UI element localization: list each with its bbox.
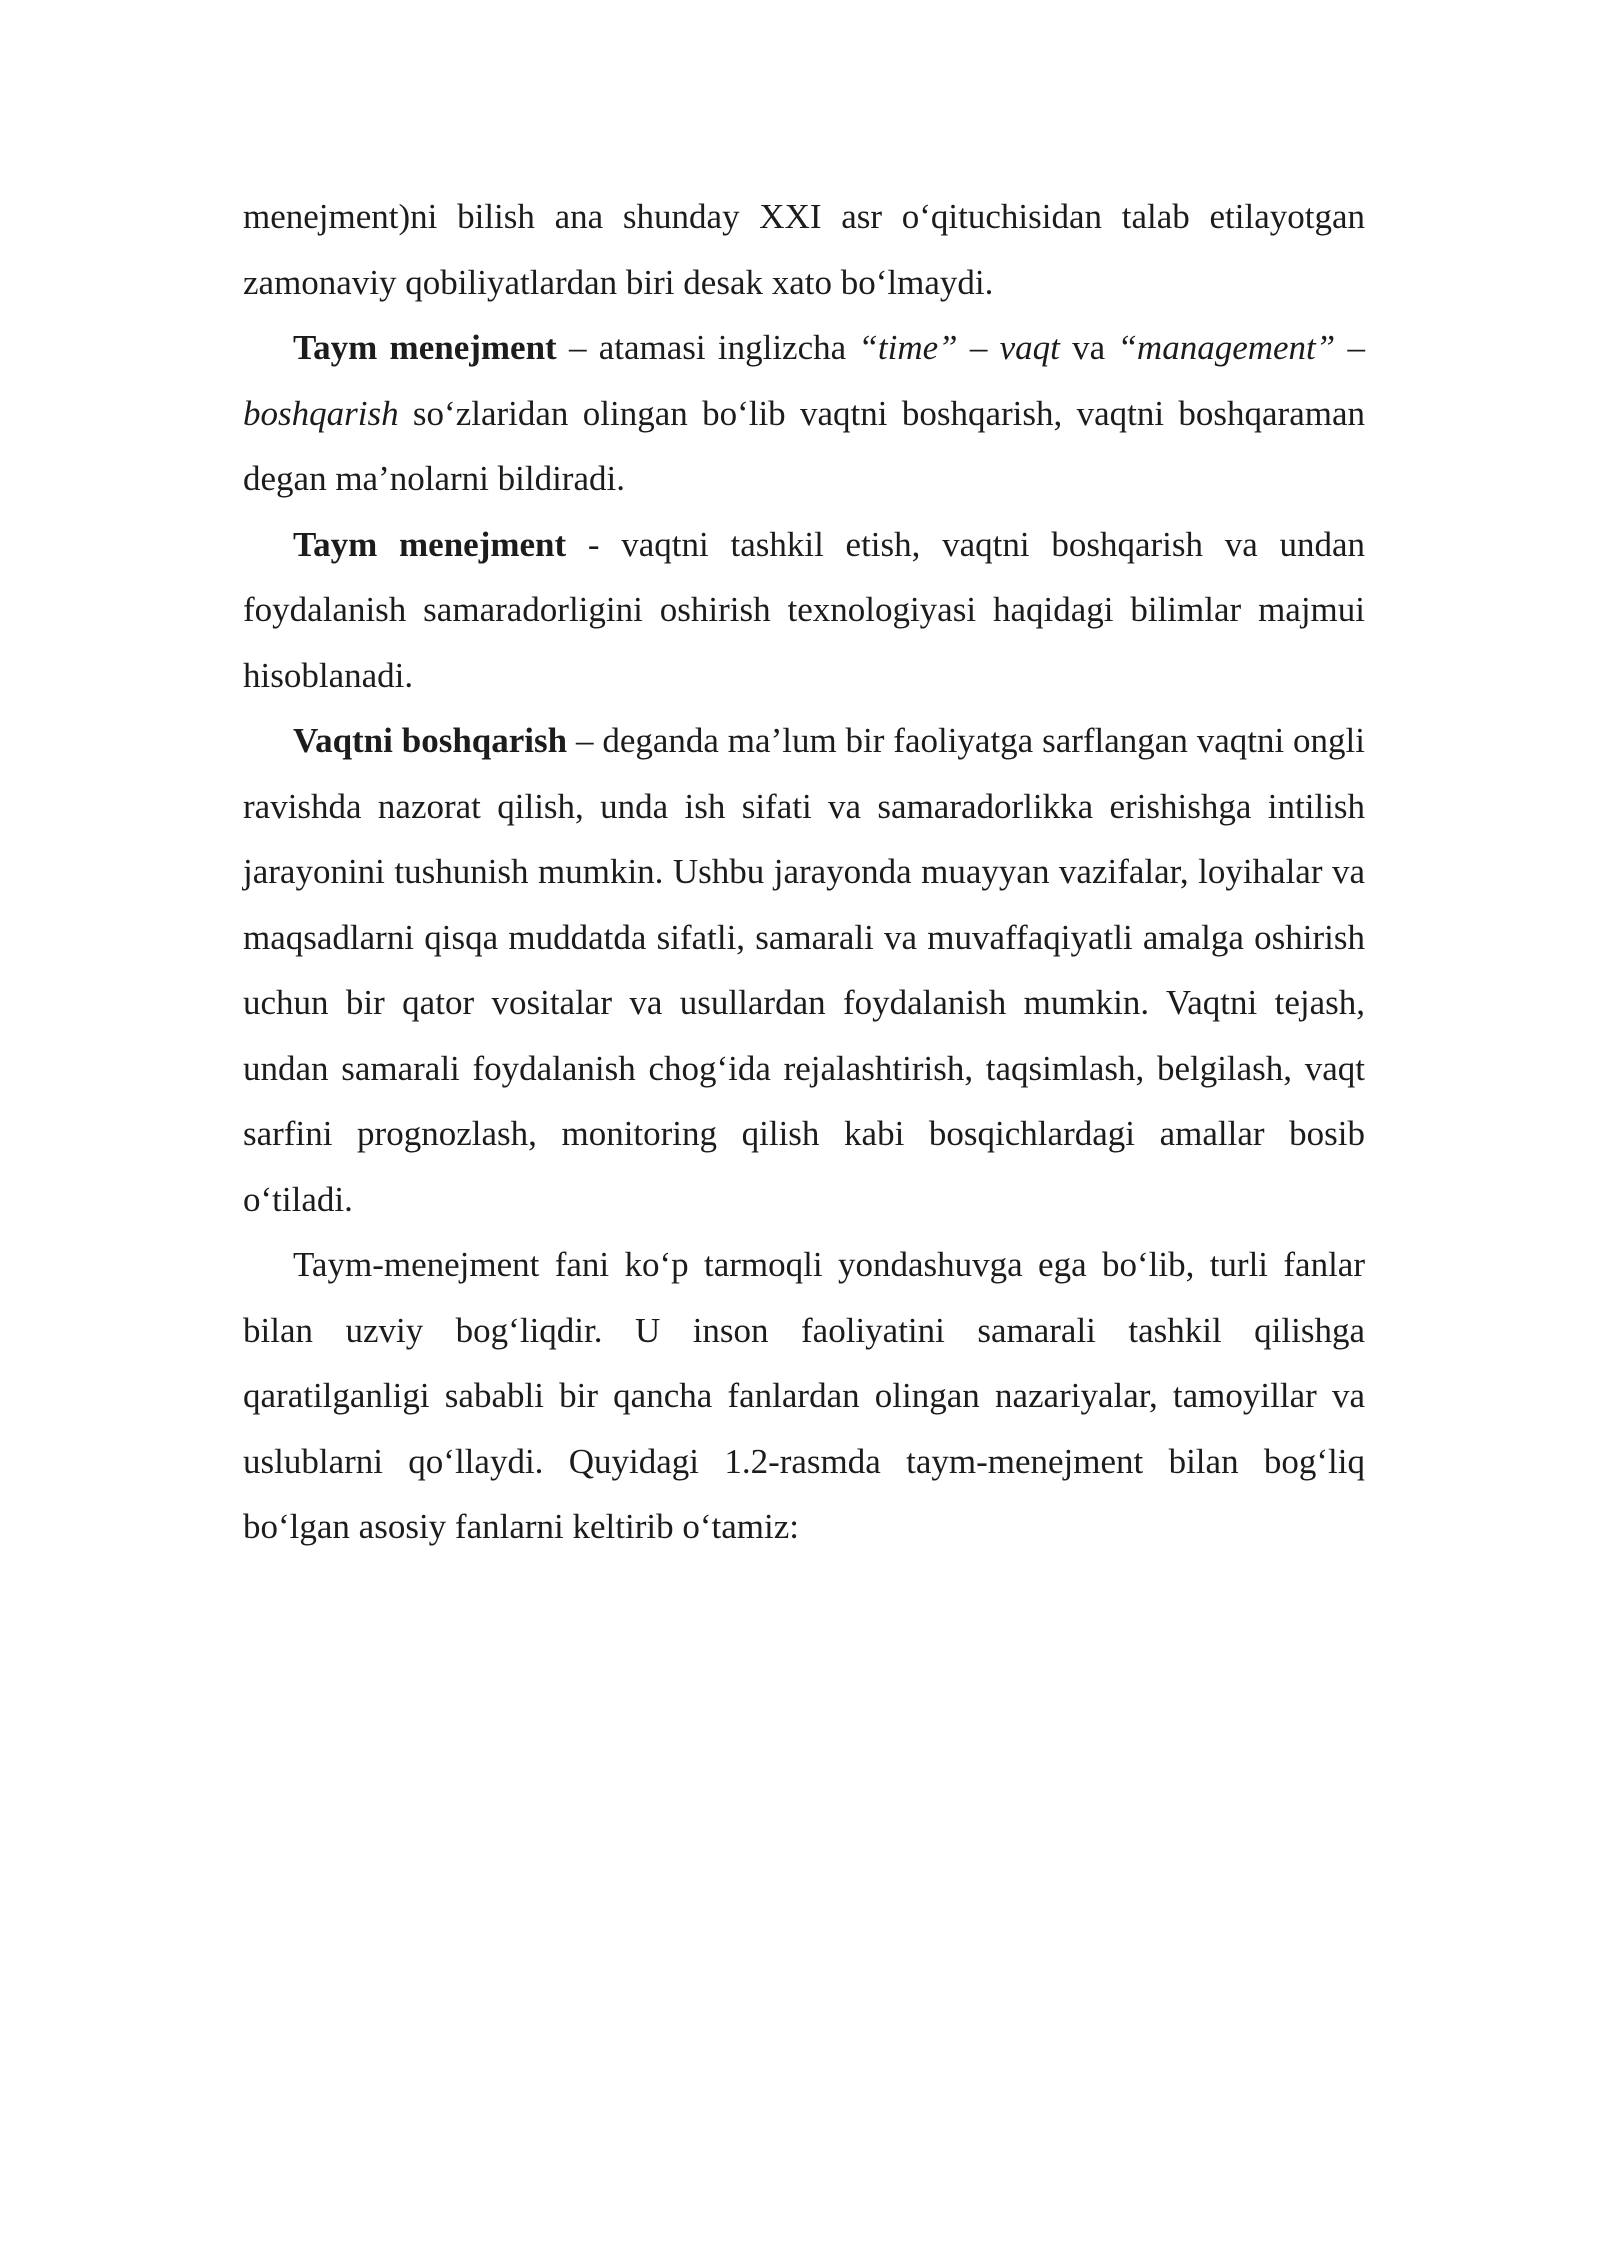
text-segment: - vaqtni tashkil etish, vaqtni boshqarish va undan foydalanish samaradorligini oshirish texnologiyasi haqidagi bilimlar majmui hisoblanadi. (243, 524, 1365, 695)
body-text (243, 184, 1365, 1560)
text-segment: so‘zlaridan olingan bo‘lib vaqtni boshqarish, vaqtni boshqaraman degan ma’nolarni bildiradi. (243, 393, 1365, 498)
paragraph-intro-continuation: menejment)ni bilish ana shunday XXI asr o‘qituchisidan talab etilayotgan zamonaviy qobiliyatlardan biri desak xato bo‘lmaydi. (243, 197, 1365, 302)
text-segment: – (957, 328, 1000, 367)
text-segment: – atamasi inglizcha (556, 328, 859, 367)
english-word-management: “management” (1117, 328, 1336, 367)
text-segment: – deganda ma’lum bir faoliyatga sarflangan vaqtni ongli ravishda nazorat qilish, unda ish sifati va samaradorlikka erishishga intilish jarayonini tushunish mumkin. Ushbu jarayonda muayyan vazifalar, loyihalar va maqsadlarni qisqa muddatda sifatli, samarali va muvaffaqiyatli amalga oshirish uchun bir qator vositalar va usullardan foydalanish mumkin. Vaqtni tejash, undan samarali foydalanish chog‘ida rejalashtirish, taqsimlash, belgilash, vaqt sarfini prognozlash, monitoring qilish kabi bosqichlardagi amallar bosib o‘tiladi. (243, 721, 1366, 1219)
paragraph-term-definition (243, 315, 1365, 512)
term-taym-menejment: Taym menejment (293, 524, 567, 564)
paragraph-interdisciplinary: Taym-menejment fani ko‘p tarmoqli yondashuvga ega bo‘lib, turli fanlar bilan uzviy bog‘liqdir. U inson faoliyatini samarali tashkil qilishga qaratilganligi sababli bir qancha fanlardan olingan nazariyalar, tamoyillar va uslublarni qo‘llaydi. Quyidagi 1.2-rasmda taym-menejment bilan bog‘liq bo‘lgan asosiy fanlarni keltirib o‘tamiz: (243, 1245, 1365, 1546)
term-taym-menejment: Taym menejment (293, 328, 557, 367)
paragraph-taym-menejment-meaning (243, 512, 1365, 709)
text-segment: va (1059, 328, 1118, 367)
uzbek-word-boshqarish: boshqarish (243, 393, 399, 433)
text-segment: – (1335, 328, 1365, 367)
english-word-time: “time” (858, 328, 958, 367)
paragraph-vaqtni-boshqarish (243, 708, 1365, 1232)
term-vaqtni-boshqarish: Vaqtni boshqarish (293, 721, 568, 760)
uzbek-word-vaqt: vaqt (999, 328, 1060, 367)
